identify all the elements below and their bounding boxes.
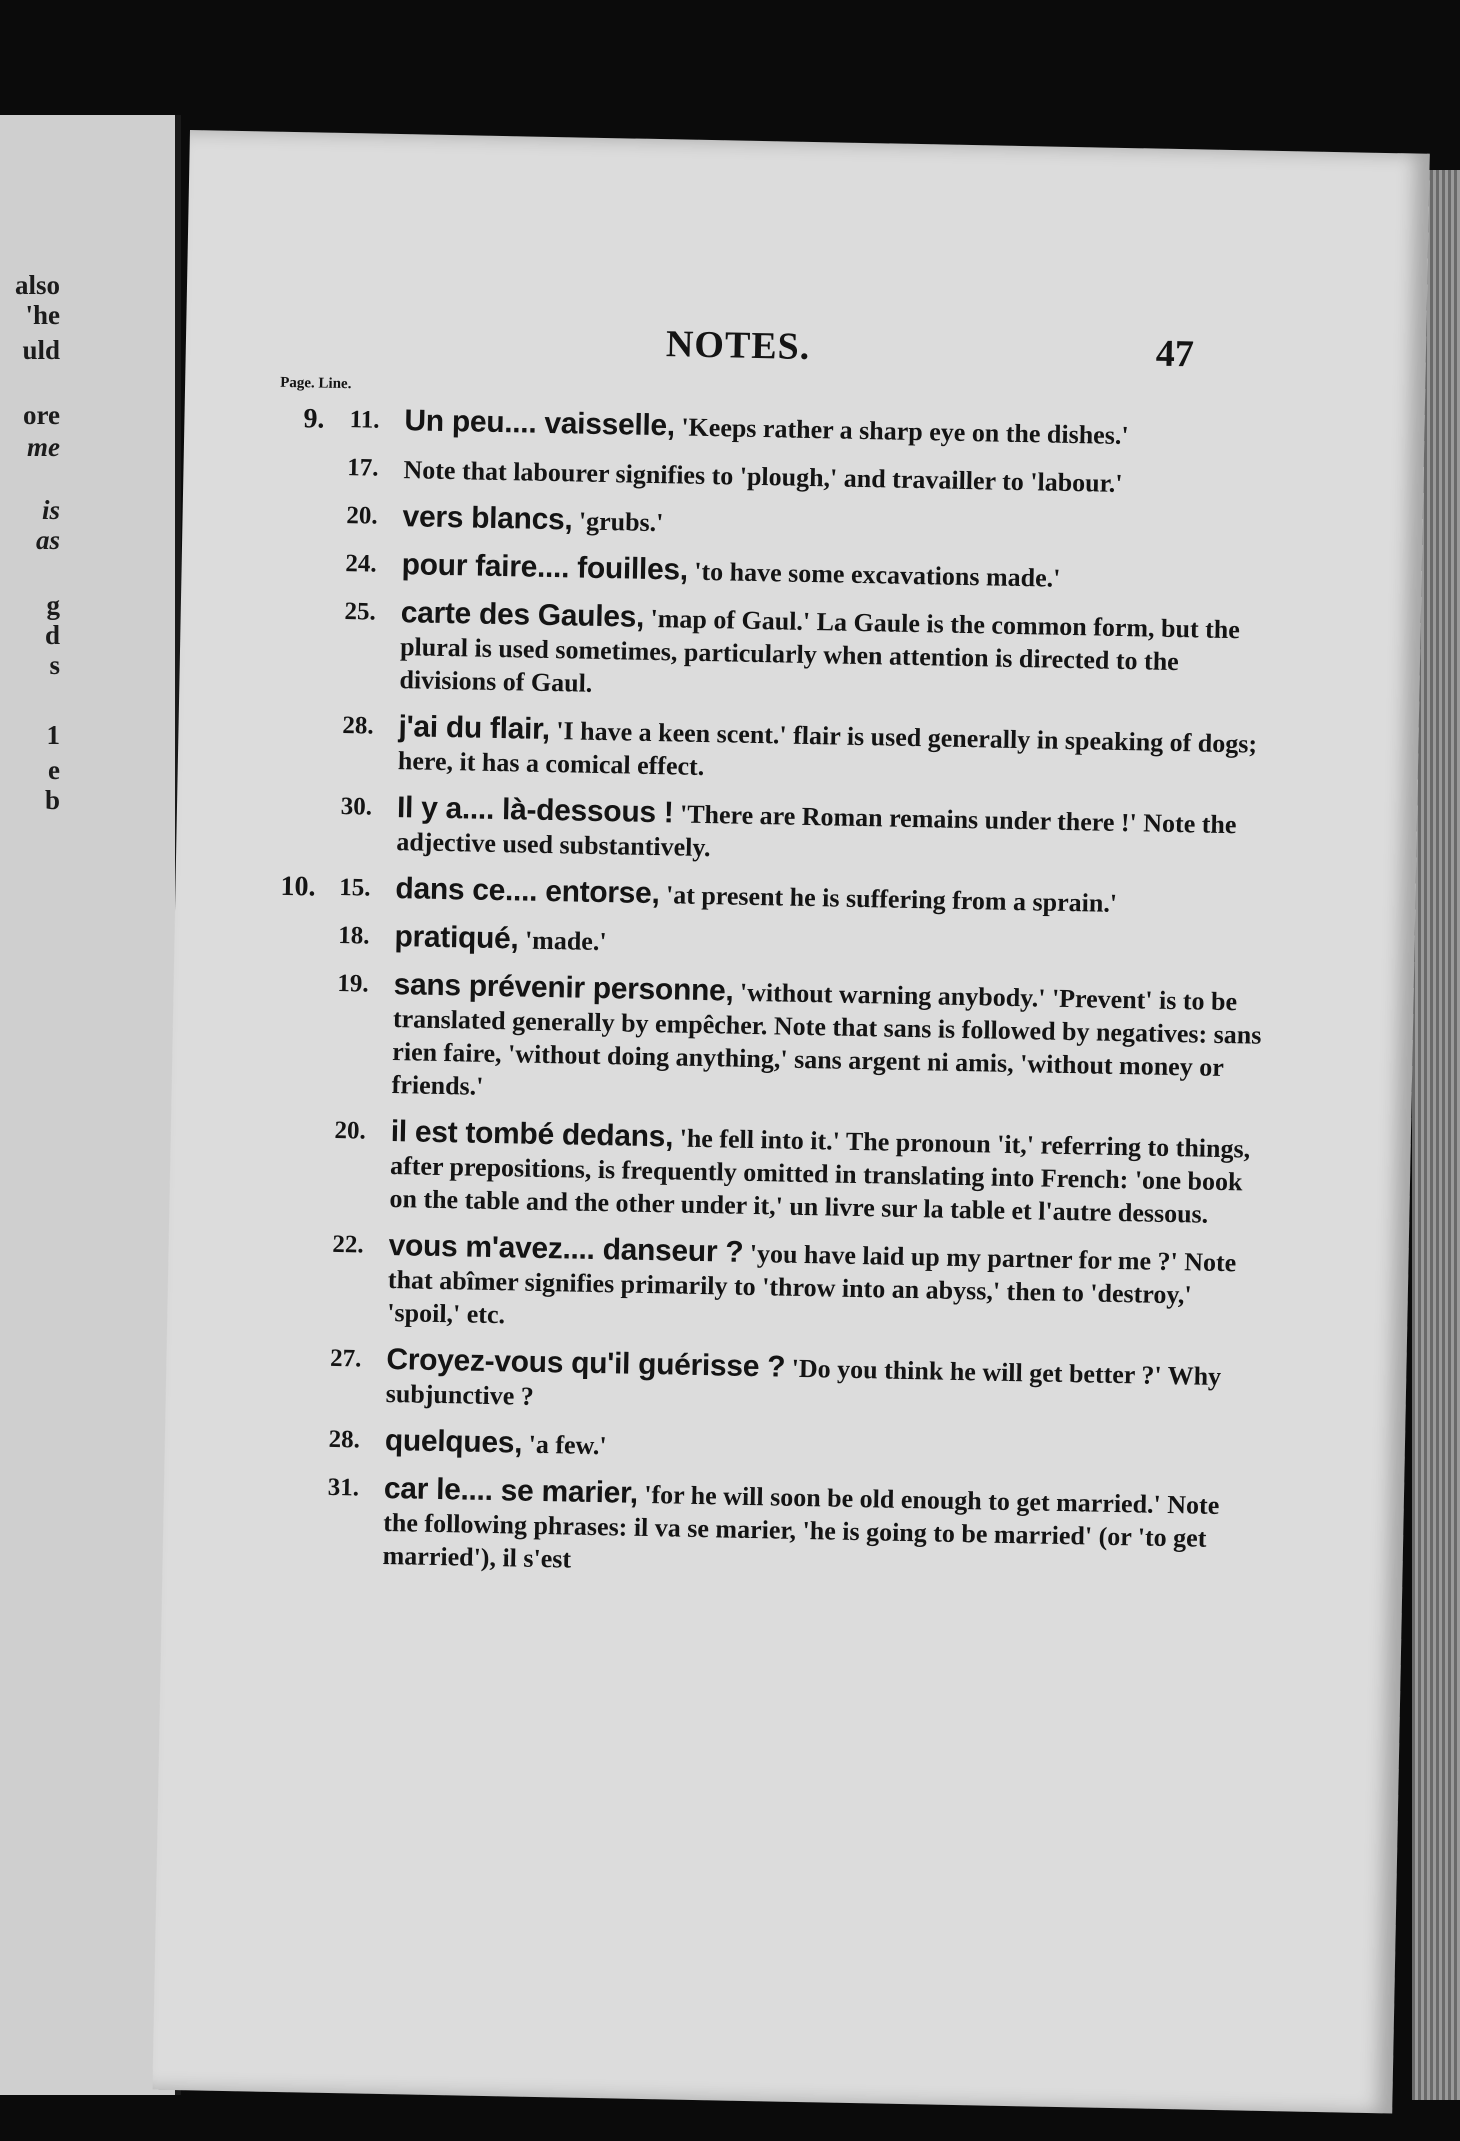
note-headword: il est tombé dedans, [390,1115,674,1154]
note-gloss: 'to have some excavations made.' [694,556,1061,593]
note-headword: carte des Gaules, [400,596,645,634]
left-page-text-fragment: me [27,432,60,462]
note-entry [171,964,1413,1121]
left-page-text-fragment: as [35,525,60,555]
note-headword: car le.... se marier, [383,1471,639,1510]
note-entry [182,496,1422,554]
note-entry [162,1468,1404,1592]
note-headword: vous m'avez.... danseur ? [388,1229,744,1269]
left-page-text-fragment: d [44,620,60,650]
note-entry [166,1339,1407,1430]
note-line-number: 24. [345,550,377,578]
book-page [152,130,1429,2113]
left-page-text-fragment: ore [23,400,60,430]
note-entry [179,592,1421,716]
note-gloss: 'Do you think he will get better ?' Why subjunctive ? [385,1353,1222,1411]
left-page-fragment [0,115,181,2095]
note-gloss: 'you have laid up my partner for me ?' Note that abîmer signifies primarily to 'throw into an abyss,' then to 'destroy,' 'spoil,' etc. [387,1238,1237,1330]
left-page-text-fragment: 1 [46,720,60,750]
left-page-text-fragment: e [48,755,60,785]
note-gloss: 'There are Roman remains under there !' Note the adjective used substantively. [396,799,1237,863]
note-page-number: 9. [303,403,325,435]
note-gloss: 'at present he is suffering from a sprain.' [665,880,1118,918]
left-page-text-fragment: also [14,270,60,300]
note-line-number: 15. [338,874,371,902]
note-entry [174,916,1414,974]
note-line-number: 28. [342,712,374,740]
note-headword: pour faire.... fouilles, [401,548,689,587]
note-headword: Croyez-vous qu'il guérisse ? [386,1343,786,1384]
note-page-number: 10. [280,870,316,903]
note-gloss: 'made.' [524,925,607,957]
note-line-number: 20. [346,502,378,530]
note-entry [169,1111,1411,1235]
left-page-text-fragment: 'he [25,300,60,330]
note-gloss: 'without warning anybody.' 'Prevent' is to be translated generally by empêcher. Note that sans is followed by negatives: sans rien faire, 'without doing anything,' sans argent ni amis, 'without money or friends.' [391,977,1262,1101]
note-entry [178,706,1419,797]
running-head: NOTES. [665,323,811,368]
note-line-number: 19. [337,969,369,998]
note-gloss: 'map of Gaul.' La Gaule is the common form, but the plural is used sometimes, particularly when attention is directed to the divisions of Gaul. [399,603,1241,698]
note-gloss: 'Keeps rather a sharp eye on the dishes.' [681,412,1129,451]
column-heads: Page. Line. [280,374,352,393]
note-headword: dans ce.... entorse, [395,872,660,911]
note-headword: j'ai du flair, [398,710,551,747]
left-page-text-fragment: uld [22,335,60,365]
note-entry [184,400,1424,458]
note-entry [181,544,1421,602]
note-headword: Un peu.... vaisselle, [404,404,676,443]
note-headword: quelques, [384,1423,523,1460]
left-page-text-fragment: s [49,650,60,680]
left-page-text-fragment: b [44,785,60,815]
note-line-number: 30. [340,793,373,821]
note-entry [175,868,1415,926]
note-gloss: Note that labourer signifies to 'plough,' and travailler to 'labour.' [403,455,1123,498]
note-gloss: 'a few.' [528,1429,607,1461]
note-entry [183,448,1423,506]
note-line-number: 27. [329,1344,362,1373]
note-line-number: 18. [338,921,370,950]
note-gloss: 'for he will soon be old enough to get married.' Note the following phrases: il va se marier, 'he is going to be married' (or 'to get married'), il s'est [382,1479,1220,1574]
note-line-number: 28. [328,1425,361,1454]
note-gloss: 'I have a keen scent.' flair is used generally in speaking of dogs; here, it has a comical effect. [397,716,1258,781]
note-headword: Il y a.... là-dessous ! [396,791,674,830]
note-line-number: 17. [347,454,379,482]
note-gloss: 'grubs.' [578,506,664,538]
note-entry [176,787,1417,878]
note-line-number: 31. [327,1473,360,1502]
note-entry [167,1225,1409,1349]
left-page-text-fragment: g [46,590,60,620]
note-headword: vers blancs, [402,500,573,537]
note-headword: sans prévenir personne, [393,968,734,1008]
note-line-number: 22. [332,1230,364,1259]
note-headword: pratiqué, [394,920,519,956]
note-line-number: 20. [334,1116,367,1145]
left-page-text-fragment: is [41,495,60,525]
note-line-number: 25. [344,598,377,626]
note-line-number: 11. [349,406,380,434]
notes-list [162,400,1424,1606]
page-number: 47 [1155,332,1195,376]
note-entry [165,1420,1405,1478]
note-gloss: 'he fell into it.' The pronoun 'it,' referring to things, after prepositions, is frequently omitted in translating into French: 'one book on the table and the other under it,' un livre sur la table et l'autre dessous. [389,1123,1251,1229]
